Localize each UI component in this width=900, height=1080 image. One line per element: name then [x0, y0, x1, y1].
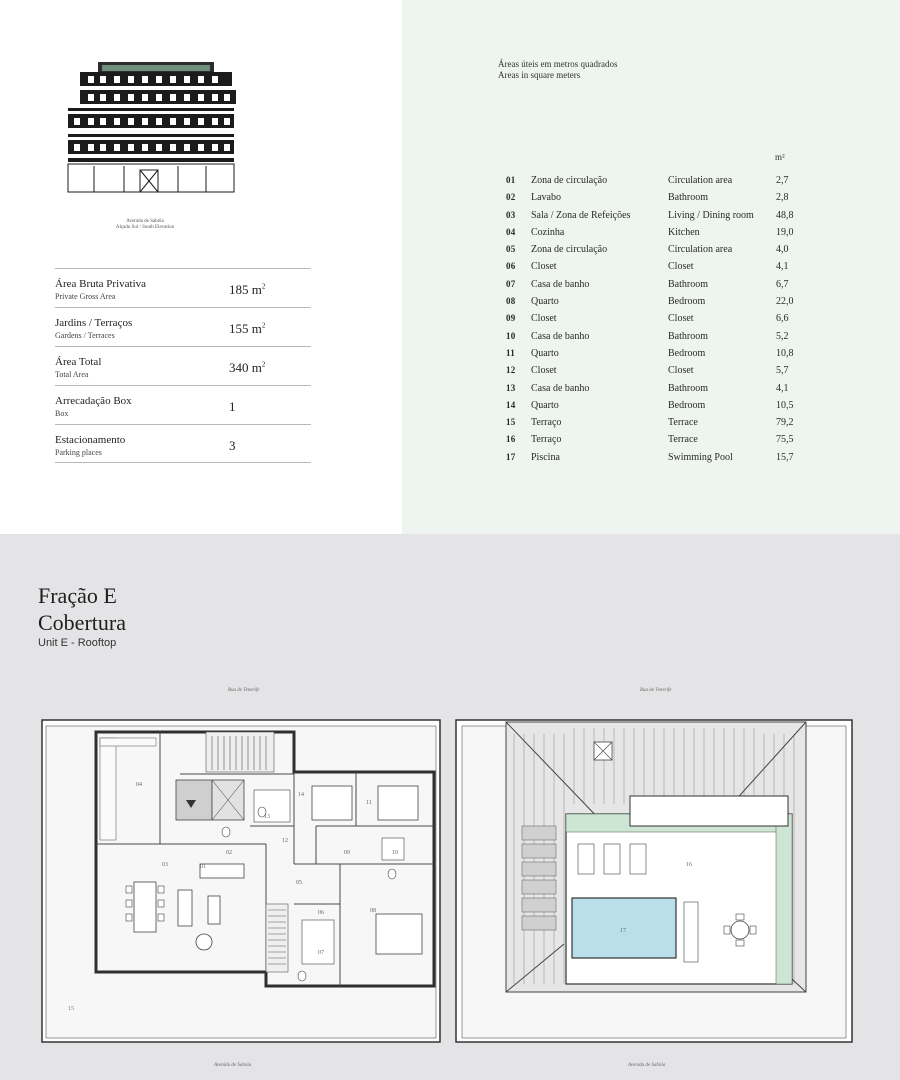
room-label-09: 09: [344, 850, 350, 856]
area-summary-table: [55, 268, 311, 463]
room-number: 07: [506, 278, 516, 289]
area-label-en: Gardens / Terraces: [55, 331, 115, 340]
room-area: 4,0: [776, 244, 789, 256]
room-row: [506, 279, 896, 296]
room-name-en: Living / Dining room: [668, 209, 754, 221]
room-label-12: 12: [282, 838, 288, 844]
room-name-en: Terrace: [668, 417, 698, 429]
room-name-pt: Cozinha: [531, 226, 565, 238]
unit-title-line2: Cobertura: [38, 610, 126, 635]
room-number: 05: [506, 244, 516, 255]
room-name-pt: Quarto: [531, 296, 559, 308]
room-area: 15,7: [776, 451, 794, 463]
room-name-en: Bedroom: [668, 399, 706, 411]
room-name-pt: Piscina: [531, 451, 560, 463]
south-elevation-drawing: [54, 56, 236, 196]
room-name-pt: Closet: [531, 261, 557, 273]
room-label-01: 01: [200, 864, 206, 870]
area-row: [55, 307, 311, 346]
room-area: 2,7: [776, 175, 789, 186]
room-row: [506, 175, 896, 192]
roof-plan: [454, 714, 854, 1044]
room-name-pt: Sala / Zona de Refeições: [531, 209, 631, 221]
street-label-bottom-right: Avenida de Sabóia: [628, 1063, 666, 1068]
room-name-pt: Zona de circulação: [531, 244, 608, 256]
area-label-pt: Área Bruta Privativa: [55, 278, 147, 290]
room-name-en: Kitchen: [668, 226, 700, 238]
room-table-heading-en: Areas in square meters: [498, 70, 581, 80]
area-label-pt: Arrecadação Box: [55, 395, 132, 407]
area-value: 340 $m^2$: [229, 360, 266, 375]
area-label-en: Private Gross Area: [55, 292, 116, 301]
room-label-11: 11: [366, 800, 372, 806]
area-label-en: Box: [55, 409, 69, 418]
room-name-pt: Terraço: [531, 434, 562, 446]
room-areas-list: [506, 175, 896, 469]
room-area: 48,8: [776, 209, 794, 221]
room-area: 5,2: [776, 330, 789, 342]
area-row: [55, 268, 311, 307]
room-name-en: Closet: [668, 365, 694, 377]
room-areas-panel: [402, 0, 900, 534]
room-row: [506, 452, 896, 469]
room-label-14: 14: [298, 792, 304, 798]
area-value: 185 $m^2$: [229, 282, 266, 297]
room-label-15: 15: [68, 1006, 74, 1012]
elevation-caption-en: Alçado Sul / South Elevation: [115, 225, 175, 230]
room-name-en: Circulation area: [668, 244, 733, 256]
room-label-10: 10: [392, 850, 398, 856]
room-area: 6,6: [776, 313, 789, 325]
room-number: 14: [506, 399, 516, 410]
area-value: 3: [229, 438, 236, 453]
room-row: [506, 192, 896, 209]
room-area: 79,2: [776, 417, 794, 429]
room-row: [506, 296, 896, 313]
room-name-pt: Casa de banho: [531, 382, 590, 394]
room-row: [506, 210, 896, 227]
summary-panel: [0, 0, 402, 534]
area-value: 1: [229, 399, 236, 414]
room-name-en: Bedroom: [668, 296, 706, 308]
area-label-pt: Estacionamento: [55, 434, 126, 446]
street-label-top-right: Rua de Tenerife: [640, 688, 672, 693]
room-row: [506, 227, 896, 244]
room-row: [506, 261, 896, 278]
room-area: 4,1: [776, 261, 789, 273]
room-name-pt: Lavabo: [531, 192, 561, 204]
room-name-en: Bathroom: [668, 382, 708, 394]
room-number: 09: [506, 313, 516, 324]
floor-plan-section: [0, 534, 900, 1080]
room-area: 75,5: [776, 434, 794, 446]
room-name-en: Closet: [668, 313, 694, 325]
room-row: [506, 400, 896, 417]
roof-label-17: 17: [620, 928, 626, 934]
roof-label-16: 16: [686, 862, 692, 868]
unit-title-line1: Fração E: [38, 583, 117, 608]
rooftop-floor-plan: [40, 714, 442, 1044]
unit-title: [38, 582, 126, 636]
room-number: 17: [506, 451, 516, 462]
room-label-03: 03: [162, 862, 168, 868]
room-area: 22,0: [776, 296, 794, 308]
room-number: 10: [506, 330, 516, 341]
room-label-07: 07: [318, 950, 324, 956]
room-number: 06: [506, 261, 516, 272]
area-label-pt: Jardins / Terraços: [55, 317, 133, 329]
room-number: 11: [506, 347, 516, 358]
room-area: 19,0: [776, 226, 794, 238]
room-table-unit-label: m²: [775, 152, 785, 162]
room-area: 5,7: [776, 365, 789, 377]
room-name-en: Bathroom: [668, 278, 708, 290]
room-name-en: Bedroom: [668, 347, 706, 359]
room-name-pt: Zona de circulação: [531, 175, 608, 186]
room-name-en: Circulation area: [668, 175, 733, 186]
room-label-04: 04: [136, 782, 142, 788]
area-row: [55, 424, 311, 463]
area-label-en: Total Area: [55, 370, 89, 379]
room-name-pt: Quarto: [531, 347, 559, 359]
street-label-bottom-left: Avenida de Sabóia: [214, 1063, 252, 1068]
room-name-en: Bathroom: [668, 192, 708, 204]
room-number: 03: [506, 209, 516, 220]
room-row: [506, 365, 896, 382]
room-number: 01: [506, 175, 516, 185]
unit-subtitle: Unit E - Rooftop: [38, 637, 117, 649]
room-number: 12: [506, 365, 516, 376]
area-label-en: Parking places: [55, 448, 102, 457]
room-number: 13: [506, 382, 516, 393]
room-area: 10,8: [776, 347, 794, 359]
elevation-caption-pt: Avenida de Sabóia: [126, 219, 164, 224]
room-label-05: 05: [296, 880, 302, 886]
room-number: 02: [506, 192, 516, 203]
room-name-pt: Closet: [531, 365, 557, 377]
room-row: [506, 417, 896, 434]
room-name-en: Terrace: [668, 434, 698, 446]
room-row: [506, 434, 896, 451]
room-area: 2,8: [776, 192, 789, 204]
room-row: [506, 383, 896, 400]
room-row: [506, 313, 896, 330]
room-table-heading-pt: Áreas úteis em metros quadrados: [498, 59, 618, 69]
room-area: 6,7: [776, 278, 789, 290]
street-label-top-left: Rua de Tenerife: [228, 688, 260, 693]
room-name-pt: Quarto: [531, 399, 559, 411]
room-name-pt: Closet: [531, 313, 557, 325]
room-name-pt: Terraço: [531, 417, 562, 429]
room-number: 16: [506, 434, 516, 445]
room-name-pt: Casa de banho: [531, 330, 590, 342]
room-label-13: 13: [264, 814, 270, 820]
area-row: [55, 346, 311, 385]
room-label-02: 02: [226, 850, 232, 856]
room-number: 04: [506, 226, 516, 237]
room-name-en: Swimming Pool: [668, 451, 733, 463]
room-name-en: Closet: [668, 261, 694, 273]
area-row: [55, 385, 311, 424]
room-label-06: 06: [318, 910, 324, 916]
room-name-en: Bathroom: [668, 330, 708, 342]
room-name-pt: Casa de banho: [531, 278, 590, 290]
area-label-pt: Área Total: [55, 356, 102, 368]
room-area: 10,5: [776, 399, 794, 411]
room-area: 4,1: [776, 382, 789, 394]
room-row: [506, 331, 896, 348]
room-label-08: 08: [370, 908, 376, 914]
room-row: [506, 244, 896, 261]
room-number: 15: [506, 417, 516, 428]
room-number: 08: [506, 296, 516, 307]
area-value: 155 $m^2$: [229, 321, 266, 336]
room-row: [506, 348, 896, 365]
